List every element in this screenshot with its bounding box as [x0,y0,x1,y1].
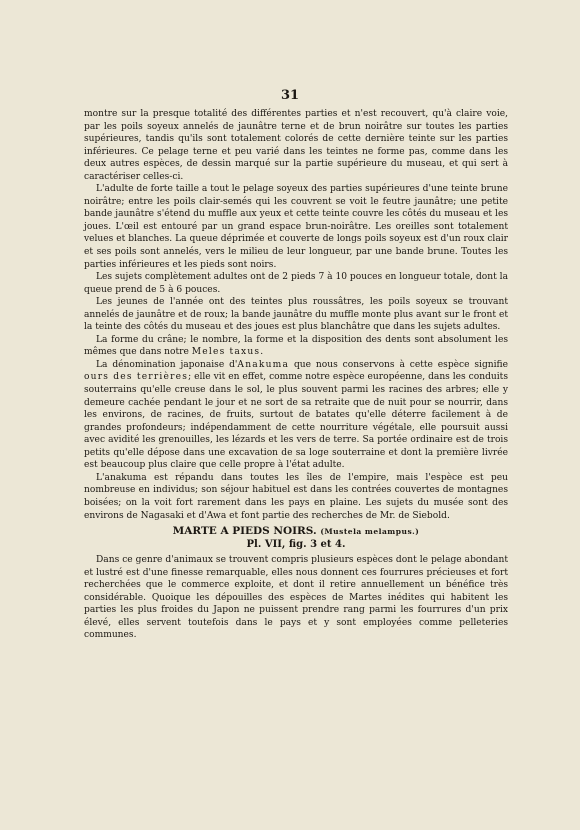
paragraph-text: Les jeunes de l'année ont des teintes plus roussâtres, les poils soyeux se trouvant annelés de jaunâtre et de roux; la bande jaunâtre du muffle monte plus avant sur le front et la teinte des côtés du museau et des joues est plus blanchâtre que dans les sujets adultes. [84,297,508,333]
paragraph-text: La forme du crâne; le nombre, la forme et la disposition des dents sont absolument les mêmes que dans notre [84,334,508,358]
paragraph [84,296,508,334]
paragraph [84,359,508,472]
spaced-term: Anakuma [237,359,290,370]
paragraph-text: L'anakuma est répandu dans toutes les îles de l'empire, mais l'espèce est peu nombreuse en individus; son séjour habituel est dans les contrées couvertes de montagnes boisées; on la voit fort rarement dans les pays en plaine. Les sujets du musée sont des environs de Nagasaki et d'Awa et font partie des recherches de Mr. de Siebold. [84,472,508,521]
body-text [84,108,508,642]
plate-reference: Pl. VII, fig. 3 et 4. [246,539,346,551]
paragraph-text: ; elle vit en effet, comme notre espèce européenne, dans les conduits souterrains qu'elle creuse dans le sol, le plus souvent parmi les racines des arbres; elle y demeure cachée pendant le jour et ne sort de sa retraite que de nuit pour se nourrir, dans les environs, de racines, de fruits, surtout de batates qu'elle déterre facilement à de grandes profondeurs; indépendamment de cette nourriture végétale, elle poursuit aussi avec avidité les grenouilles, les lézards et les vers de terre. Sa portée ordinaire est de trois petits qu'elle dépose dans une excavation de sa loge souterraine et dont la première livrée est beaucoup plus claire que celle propre à l'état adulte. [84,372,508,471]
section-title: MARTE A PIEDS NOIRS. [172,525,317,538]
paragraph-text: Les sujets complètement adultes ont de 2 pieds 7 à 10 pouces en longueur totale, dont la queue prend de 5 à 6 pouces. [84,272,508,295]
section-latin-name: (Mustela melampus.) [320,527,420,537]
paragraph [84,334,508,359]
paragraph [84,183,508,271]
paragraph-text: L'adulte de forte taille a tout le pelage soyeux des parties supérieures d'une teinte brune noirâtre; entre les poils clair-semés qui les couvrent se voit le feutre jaunâtre; une petite bande jaunâtre s'étend du muffle aux yeux et cette teinte couvre les côtés du museau et les joues. L'œil est entouré par un grand espace brun-noirâtre. Les oreilles sont totalement velues et blanches. La queue déprimée et couverte de longs poils soyeux est d'un roux clair et ses poils sont annelés, vers le milieu de leur longueur, par une bande brune. Toutes les parties inférieures et les pieds sont noirs. [84,184,508,270]
paragraph-text: La dénomination japonaise d' [96,359,238,370]
paragraph-text: montre sur la presque totalité des différentes parties et n'est recouvert, qu'à claire voie, par les poils soyeux annelés de jaunâtre terne et de brun noirâtre sur toutes les parties supérieures, tandis qu'ils sont totalement colorés de cette dernière teinte sur les parties inférieures. Ce pelage terne et peu varié dans les teintes ne forme pas, comme dans les deux autres espèces, de dessin marqué sur la partie supérieure du museau, et qui sert à caractériser celles-ci. [84,109,508,182]
page-number: 31 [280,88,300,103]
paragraph [84,271,508,296]
paragraph [84,108,508,183]
paragraph: Dans ce genre d'animaux se trouvent compris plusieurs espèces dont le pelage abondant et lustré est d'une finesse remarquable, elles nous donnent ces fourrures précieuses et fort recherchées que le commerce exploite, et dont il retire annuellement un bénéfice très considérable. Quoique les dépouilles des espèces de Martes inédites qui habitent les parties les plus froides du Japon ne puissent prendre rang parmi les fourrures d'un prix élevé, elles servent toutefois dans le pays et y sont employées comme pelleteries communes. [84,555,508,641]
paragraph [84,472,508,522]
paragraph-list [84,108,508,522]
spaced-term: ours des terrières [84,372,189,383]
section-heading [84,525,508,538]
paragraph-text: que nous conservons à cette espèce signifie [289,359,509,370]
paragraph-text: . [260,347,264,358]
spaced-term: Meles taxus [191,347,261,358]
